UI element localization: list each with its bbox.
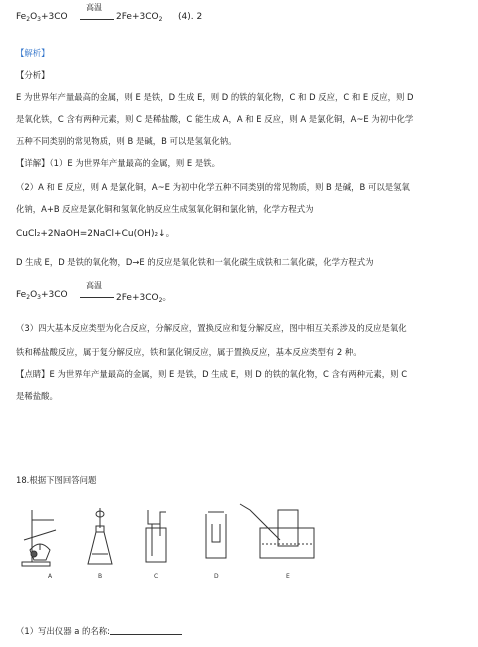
apparatus-c [146,510,166,562]
apparatus-figure [10,500,340,580]
sub-2: 2 [158,16,163,23]
eq-tail: 。 [162,293,172,303]
apparatus-a [22,510,56,566]
condition-label-2: 高温 [86,281,102,290]
dianjing-line-2: 是稀盐酸。 [16,391,58,401]
label-d: D [214,573,219,580]
condition-line-2 [80,297,114,298]
condition-line [80,19,114,20]
top-equation-products [116,12,162,23]
q18-title: 18.根据下图回答问题 [16,475,97,485]
q18-part1 [16,625,182,637]
label-a: A [48,573,53,580]
cucl2-equation: CuCl₂+2NaOH=2NaCl+Cu(OH)₂↓。 [16,229,175,239]
jiexi-heading: 【解析】 [16,48,50,58]
fenxi-line-2: 是氧化铁，C 含有两种元素，则 C 是稀盐酸，C 能生成 A，A 和 E 反应，则 A 是氯化铜，A~E 为初中化学 [16,114,414,124]
xiangjie-line-3: 化钠，A+B 反应是氯化铜和氢氧化钠反应生成氢氧化铜和氯化钠，化学方程式为 [16,204,314,214]
apparatus-e [240,504,314,558]
q18-part1-label: （1）写出仪器 a 的名称: [16,626,110,636]
reactant-co: +3CO [40,12,68,22]
fenxi-line-1: E 为世界年产量最高的金属，则 E 是铁，D 生成 E，则 D 的铁的氧化物，C 和 D 反应，C 和 E 反应，则 D [16,92,414,102]
second-equation-products: $2Fe+3CO_2$。 [116,293,172,304]
dianjing-line-1: 【点睛】E 为世界年产量最高的金属，则 E 是铁，D 生成 E，则 D 的铁的氧化物，C 含有两种元素，则 C [16,369,408,379]
fenxi-line-3: 五种不同类别的常见物质，则 B 是碱，B 可以是氢氧化钠。 [16,136,237,146]
xiangjie-line-2: （2）A 和 E 反应，则 A 是氯化铜，A~E 为初中化学五种不同类别的常见物质，则 B 是碱，B 可以是氢氧 [16,182,410,192]
top-equation [16,12,68,23]
apparatus-d [206,512,226,558]
products: 2Fe+3CO [116,12,159,22]
answer-blank[interactable] [110,626,182,635]
fenxi-heading: 【分析】 [16,70,50,80]
xiangjie-line-1: 【详解】（1）E 为世界年产量最高的金属，则 E 是铁。 [16,158,220,168]
formula-fe2o3: $Fe_2O_3$ [16,12,41,23]
part3-line-2: 铁和稀盐酸反应，属于复分解反应，铁和氯化铜反应，属于置换反应，基本反应类型有 2 种。 [16,347,362,357]
label-b: B [98,573,103,580]
d-line: D 生成 E，D 是铁的氧化物，D→E 的反应是氧化铁和一氧化碳生成铁和二氧化碳，化学方程式为 [16,257,374,267]
condition-label: 高温 [86,3,102,12]
second-equation [16,290,68,301]
products-2: 2Fe+3CO [116,293,159,303]
label-c: C [154,573,159,580]
formula-fe2o3-2: $Fe_2O_3+3CO$ [16,290,68,301]
part3-line-1: （3）四大基本反应类型为化合反应，分解反应，置换反应和复分解反应，图中相互关系涉及的反应是氧化 [16,323,407,333]
label-e: E [286,573,290,580]
apparatus-b [88,508,112,564]
answer-4: (4). 2 [178,12,203,22]
